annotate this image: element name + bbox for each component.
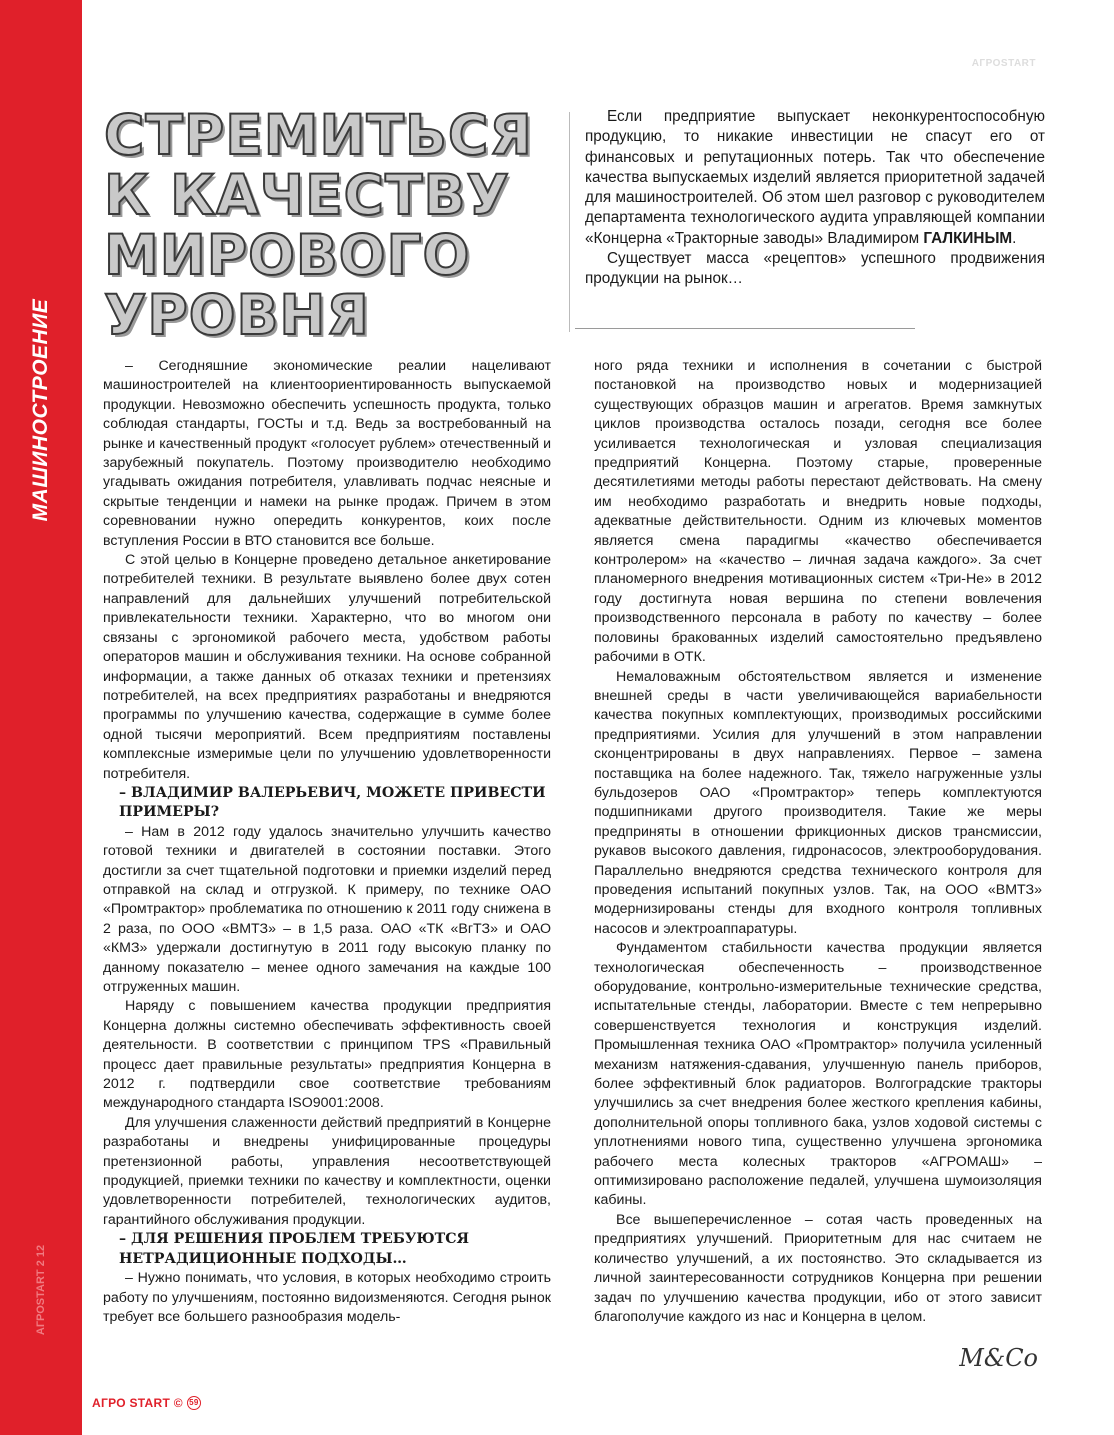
paragraph: – Сегодняшние экономические реалии нацеливают машиностроителей на клиентоориентированность выпускаемой продукции. Невозможно обеспечить успешность продукта, только соблюдая стандарты, ГОСТы и т.д. Ведь за востребованный на рынке и качественный продукт «голосует рублем» отечественный и зарубежный покупатель. Поэтому производителю необходимо угадывать ожидания потребителя, улавливать подчас неясные и скрытые тенденции и намеки на рынке продаж. Причем в этом соревновании нужно опередить конкурентов, коих после вступления России в ВТО становится все больше. — [103, 358, 551, 549]
side-bar — [0, 0, 82, 1435]
section-label: МАШИНОСТРОЕНИЕ — [29, 298, 52, 522]
issue-label: АГРОSTART 2 12 — [35, 1244, 47, 1336]
interviewee-name: ГАЛКИНЫМ — [923, 229, 1013, 247]
intro-divider — [575, 328, 915, 329]
paragraph: Все вышеперечисленное – сотая часть проведенных на предприятиях улучшений. Приоритетным для нас считаем не количество улучшений, а их постоянство. Это складывается из личной заинтересованности сотрудников Концерна при решении задач по улучшению качества продукции, ибо от этого зависит благополучие каждого из нас и Концерна в целом. — [594, 1211, 1042, 1325]
headline-line: УРОВНЯ — [104, 283, 370, 347]
article-headline — [104, 105, 574, 345]
paragraph: С этой целью в Концерне проведено детальное анкетирование потребителей техники. В результате выявлено более двух сотен направлений для дальнейших улучшений потребительской привлекательности техники. Характерно, что во многом они связаны с эргономикой рабочего места, удобством работы операторов машин и обслуживания техники. На основе собранной информации, а также данных об отказах техники и претензиях потребителей, на всех предприятиях разработаны и внедряются программы по улучшению качества, содержащие в сумме более одной тысячи мероприятий. Всем предприятиям поставлены комплексные измеримые цели по улучшению удовлетворенности потребителя. — [103, 552, 551, 782]
footer — [92, 1396, 201, 1410]
paragraph: Фундаментом стабильности качества продукции является технологическая обеспеченность – производственное оборудование, контрольно-измерительные технические средства, испытательные стенды, лаборатории. Вместе с тем непрерывно совершенствуется технология и конструкция изделий. Промышленная техника ОАО «Промтрактор» получила усиленный механизм натяжения-сдавания, улучшенную панель приборов, более эффективный блок радиаторов. Волгоградские тракторы улучшились за счет внедрения более жесткого крепления кабины, дополнительной опоры топливного бака, узлов ходовой системы с уплотнениями нового типа, существенно улучшена эргономика рабочего места колесных тракторов «АГРОМАШ» – оптимизировано расположение педалей, улучшена шумоизоляция кабины. — [594, 940, 1042, 1209]
interview-question: – ВЛАДИМИР ВАЛЕРЬЕВИЧ, МОЖЕТЕ ПРИВЕСТИ ПРИМЕРЫ? — [119, 784, 546, 821]
magazine-logo: АГРО START © — [92, 1396, 183, 1410]
headline-line: К КАЧЕСТВУ — [104, 163, 510, 227]
paragraph: – Нужно понимать, что условия, в которых необходимо строить работу по улучшениям, постоянно видоизменяются. Сегодня рынок требует все большего разнообразия модель- — [103, 1270, 551, 1325]
paragraph: Немаловажным обстоятельством является и изменение внешней среды в части увеличивающейся вариабельности качества покупных комплектующих, производимых российскими предприятиями. Усилия для улучшений в этом направлении сконцентрированы в двух направлениях. Первое – замена поставщика на более надежного. Так, тяжело нагруженные узлы бульдозеров ОАО «Промтрактор» теперь комплектуются подшипниками другого производителя. Такие же меры предприняты в отношении фрикционных дисков трансмиссии, рукавов высокого давления, гидронасосов, электрооборудования. Параллельно внедряются средства технического контроля для проведения испытаний покупных узлов. Так, на ООО «ВМТЗ» модернизированы стенды для входного контроля топливных насосов и электроаппаратуры. — [594, 668, 1042, 937]
lead-paragraph — [585, 107, 1045, 249]
headline-line: СТРЕМИТЬСЯ — [104, 103, 533, 167]
left-column — [103, 357, 551, 1327]
page-number: 59 — [187, 1396, 201, 1410]
interview-question: – ДЛЯ РЕШЕНИЯ ПРОБЛЕМ ТРЕБУЮТСЯ НЕТРАДИЦИОННЫЕ ПОДХОДЫ… — [119, 1231, 470, 1267]
paragraph: Для улучшения слаженности действий предприятий в Концерне разработаны и внедрены унифицированные процедуры претензионной работы, управления несоответствующей продукцией, приемки техники по качеству и комплектности, оценки удовлетворенности потребителей, технологических аудитов, гарантийного обслуживания продукции. — [103, 1114, 551, 1228]
right-column — [594, 357, 1042, 1327]
paragraph: ного ряда техники и исполнения в сочетании с быстрой постановкой на производство новых и модернизацией существующих образцов машин и агрегатов. Время замкнутых циклов производства осталось позади, сегодня все более усиливается технологическая и узловая специализация предприятий Концерна. Поэтому старые, проверенные десятилетиями методы работы перестают действовать. На смену им необходимо разработать и внедрить новые подходы, адекватные действительности. Одним из ключевых моментов является смена парадигмы «качество обеспечивается контролером» на «качество – личная задача каждого». За счет планомерного внедрения мотивационных систем «Три-Не» в 2012 году достигнута новая вершина по степени вовлечения производственного персонала в работу по качеству – более половины бракованных изделий самостоятельно предъявлено рабочими в ОТК. — [594, 358, 1042, 666]
paragraph: Наряду с повышением качества продукции предприятия Концерна должны системно обеспечивать эффективность своей деятельности. В соответствии с принципом TPS «Правильный процесс дает правильные результаты» предприятия Концерна в 2012 г. подтвердили свое соответствие требованиям международного стандарта ISO9001:2008. — [103, 998, 551, 1112]
intro-divider-vertical — [569, 112, 570, 332]
author-signature: M&Co — [959, 1344, 1038, 1372]
lead-question: Существует масса «рецептов» успешного продвижения продукции на рынок… — [585, 250, 1045, 288]
lead-text-end: . — [1012, 229, 1017, 247]
lead-text: Если предприятие выпускает неконкурентоспособную продукцию, то никакие инвестиции не спасут его от финансовых и репутационных потерь. Так что обеспечение качества выпускаемых изделий является приоритетной задачей для машиностроителей. Об этом шел разговор с руководителем департамента технологического аудита управляющей компании «Концерна «Тракторные заводы» Владимиром — [585, 108, 1045, 247]
header-label: АГРОSTART — [971, 58, 1036, 69]
article-lead — [585, 107, 1045, 290]
paragraph: – Нам в 2012 году удалось значительно улучшить качество готовой техники и двигателей в состоянии поставки. Этого достигли за счет тщательной подготовки и приемки изделий перед отправкой на склад и отгрузкой. К примеру, по технике ОАО «Промтрактор» проблематика по отношению к 2011 году снижена в 2 раза, по ООО «ВМТЗ» – в 1,5 раза. ОАО «ТК «ВгТЗ» и ОАО «КМЗ» удержали достигнутую в 2011 году высокую планку по данному показателю – менее одного замечания на каждые 100 отгруженных машин. — [103, 823, 551, 995]
headline-line: МИРОВОГО — [104, 223, 471, 287]
